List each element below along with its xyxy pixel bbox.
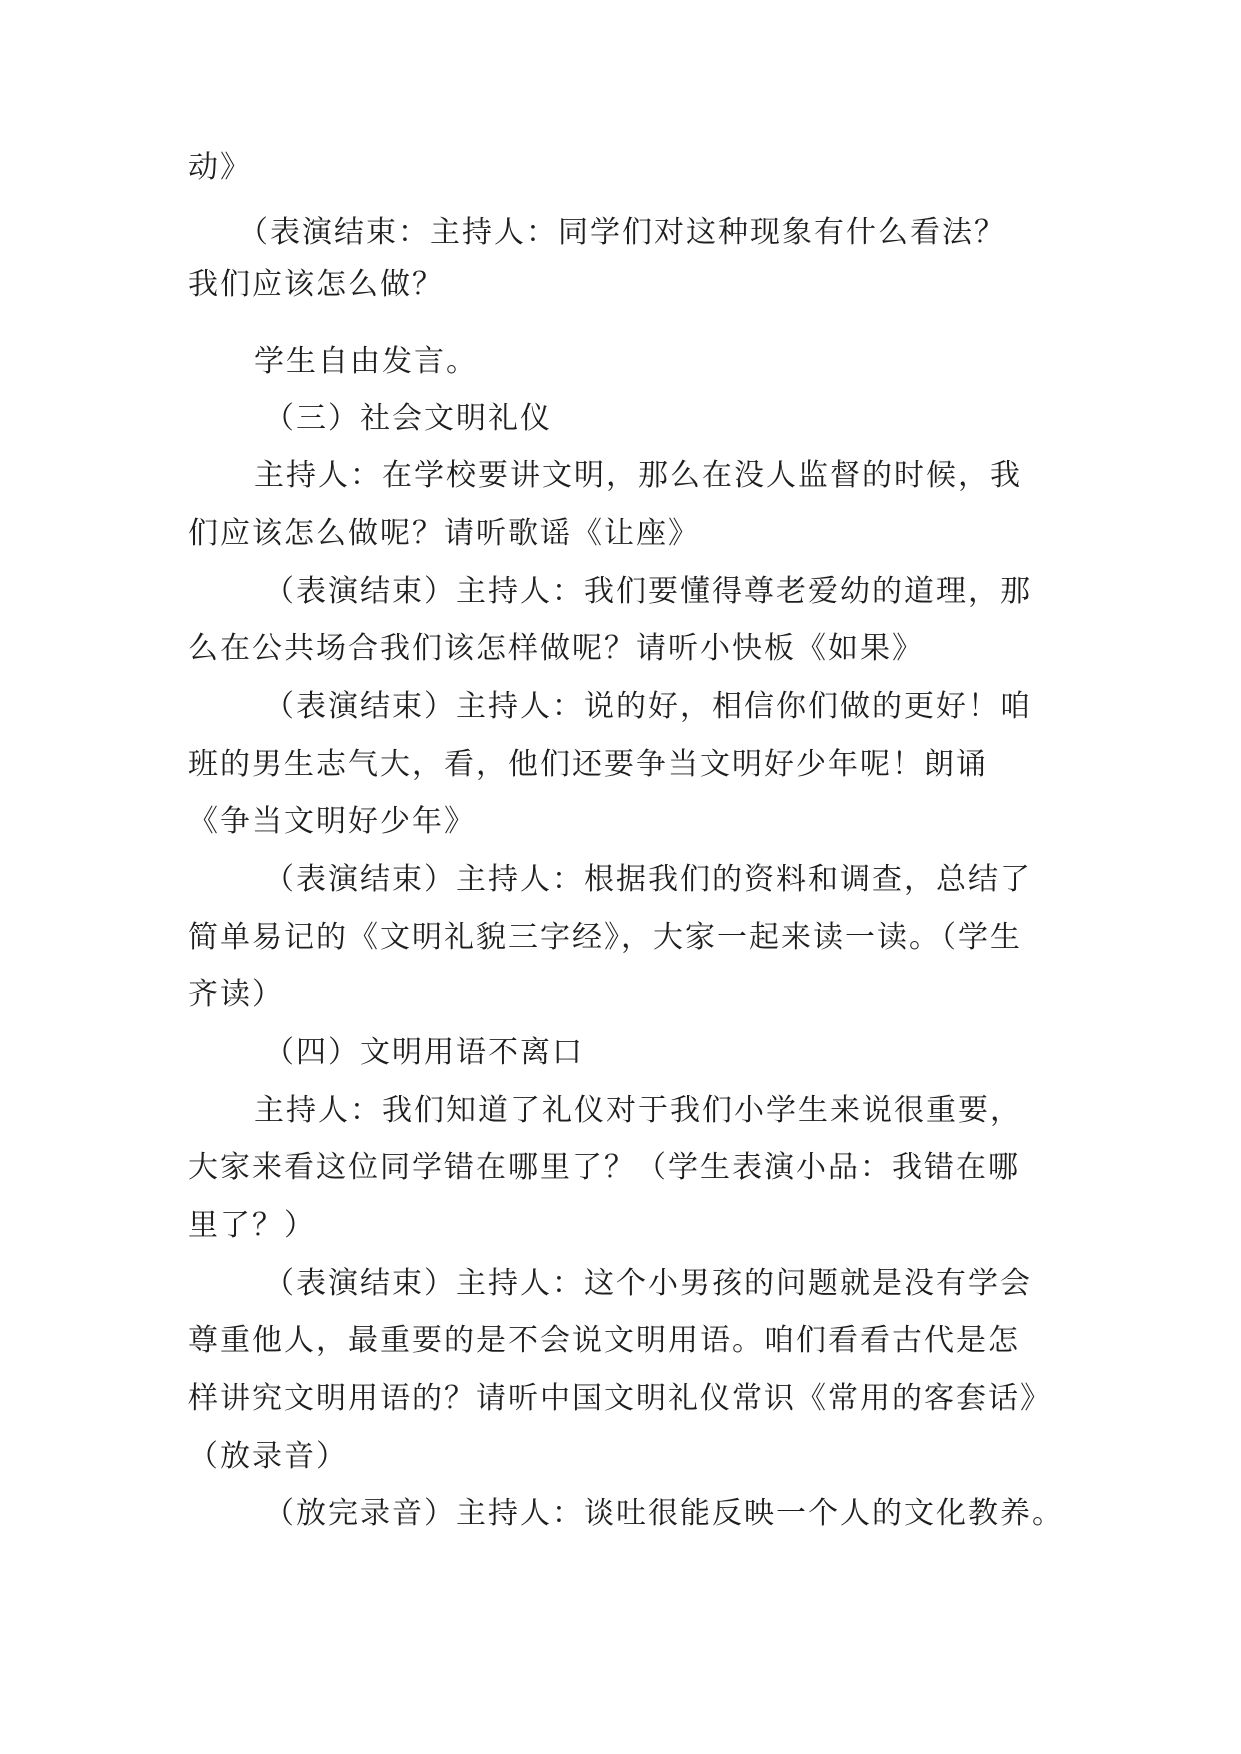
section-heading-4: （四）文明用语不离口: [264, 1035, 584, 1070]
text-line-4: 学生自由发言。: [254, 344, 478, 379]
text-line-15: 齐读）: [188, 977, 284, 1012]
section-heading-3: （三）社会文明礼仪: [264, 401, 552, 436]
text-line-19: 里了？）: [188, 1208, 316, 1243]
text-line-10: （表演结束）主持人：说的好，相信你们做的更好！咱: [264, 689, 1032, 724]
text-line-3: 我们应该怎么做？: [188, 267, 444, 302]
text-line-23: （放录音）: [188, 1439, 348, 1474]
text-line-24: （放完录音）主持人：谈吐很能反映一个人的文化教养。: [264, 1496, 1064, 1531]
text-line-13: （表演结束）主持人：根据我们的资料和调查，总结了: [264, 862, 1032, 897]
text-line-17: 主持人：我们知道了礼仪对于我们小学生来说很重要，: [254, 1093, 1022, 1128]
text-line-11: 班的男生志气大，看，他们还要争当文明好少年呢！朗诵: [188, 747, 988, 782]
text-line-12: 《争当文明好少年》: [188, 804, 476, 839]
text-line-20: （表演结束）主持人：这个小男孩的问题就是没有学会: [264, 1266, 1032, 1301]
text-line-1: 动》: [188, 150, 252, 185]
text-line-6: 主持人：在学校要讲文明，那么在没人监督的时候，我: [254, 458, 1022, 493]
text-line-22: 样讲究文明用语的？请听中国文明礼仪常识《常用的客套话》: [188, 1381, 1052, 1416]
text-line-14: 简单易记的《文明礼貌三字经》，大家一起来读一读。（学生: [188, 920, 1022, 955]
text-line-2: （表演结束：主持人：同学们对这种现象有什么看法？: [238, 215, 1006, 250]
text-line-8: （表演结束）主持人：我们要懂得尊老爱幼的道理，那: [264, 574, 1032, 609]
text-line-21: 尊重他人，最重要的是不会说文明用语。咱们看看古代是怎: [188, 1323, 1020, 1358]
text-line-9: 么在公共场合我们该怎样做呢？请听小快板《如果》: [188, 631, 924, 666]
text-line-7: 们应该怎么做呢？请听歌谣《让座》: [188, 516, 700, 551]
text-line-18: 大家来看这位同学错在哪里了？（学生表演小品：我错在哪: [188, 1150, 1020, 1185]
